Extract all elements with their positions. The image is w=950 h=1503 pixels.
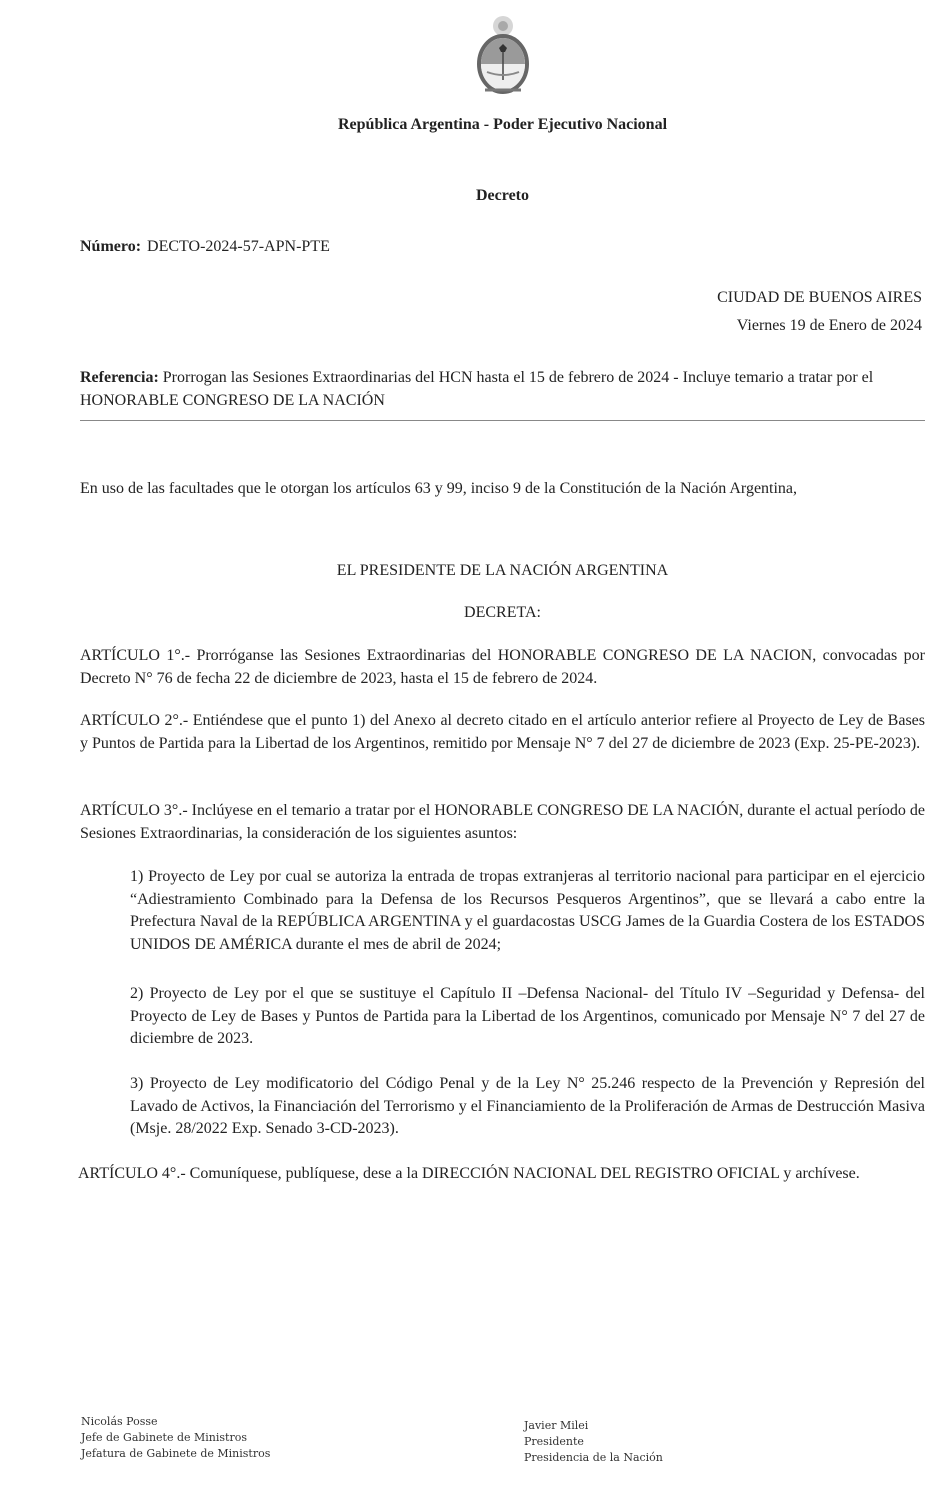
article-4: ARTÍCULO 4°.- Comuníquese, publíquese, dese a la DIRECCIÓN NACIONAL DEL REGISTRO OFICIAL y archívese. xyxy=(78,1165,860,1182)
signature-block-president xyxy=(524,1418,663,1466)
article-3: ARTÍCULO 3°.- Inclúyese en el temario a tratar por el HONORABLE CONGRESO DE LA NACIÓN, durante el actual período de Sesiones Extraordinarias, la consideración de los siguientes asuntos: xyxy=(80,802,925,842)
reference-text: Prorrogan las Sesiones Extraordinarias del HCN hasta el 15 de febrero de 2024 - Incluye temario a tratar por el HONORABLE CONGRESO DE LA NACIÓN xyxy=(80,369,874,409)
agenda-item-2: 2) Proyecto de Ley por el que se sustituye el Capítulo II –Defensa Nacional- del Título IV –Seguridad y Defensa- del Proyecto de Ley de Bases y Puntos de Partida para la Libertad de los Argentinos, comunicado por Mensaje N° 7 del 27 de diciembre de 2023. xyxy=(130,985,925,1047)
article-1: ARTÍCULO 1°.- Prorróganse las Sesiones Extraordinarias del HONORABLE CONGRESO DE LA NACION, convocadas por Decreto N° 76 de fecha 22 de diciembre de 2023, hasta el 15 de febrero de 2024. xyxy=(80,647,925,687)
number-label: Número: xyxy=(80,238,142,255)
signer-role: Presidente xyxy=(524,1435,584,1448)
signer-name: Javier Milei xyxy=(524,1419,589,1432)
agenda-item-1: 1) Proyecto de Ley por cual se autoriza la entrada de tropas extranjeras al territorio nacional para participar en el ejercicio “Adiestramiento Combinado para la Defensa de los Recursos Pesqueros Argentinos”, que se llevará a cabo entre la Prefectura Naval de la REPÚBLICA ARGENTINA y el guardacostas USCG James de la Guardia Costera de los ESTADOS UNIDOS DE AMÉRICA durante el mes de abril de 2024; xyxy=(130,868,925,953)
date: Viernes 19 de Enero de 2024 xyxy=(736,317,922,334)
reference xyxy=(80,366,925,412)
signer-role: Jefe de Gabinete de Ministros xyxy=(81,1431,247,1444)
divider xyxy=(80,420,925,421)
coat-of-arms-icon xyxy=(471,12,535,98)
decreta-heading: DECRETA: xyxy=(464,604,541,621)
article-2: ARTÍCULO 2°.- Entiéndese que el punto 1) del Anexo al decreto citado en el artículo anterior refiere al Proyecto de Ley de Bases y Puntos de Partida para la Libertad de los Argentinos, remitido por Mensaje N° 7 del 27 de diciembre de 2023 (Exp. 25-PE-2023). xyxy=(80,712,925,752)
agenda-item-3: 3) Proyecto de Ley modificatorio del Código Penal y de la Ley N° 25.246 respecto de la Prevención y Represión del Lavado de Activos, la Financiación del Terrorismo y el Financiamiento de la Proliferación de Armas de Destrucción Masiva (Msje. 28/2022 Exp. Senado 3-CD-2023). xyxy=(130,1075,925,1137)
signer-name: Nicolás Posse xyxy=(81,1415,158,1428)
reference-label: Referencia: xyxy=(80,369,159,386)
city: CIUDAD DE BUENOS AIRES xyxy=(717,289,922,306)
signer-office: Jefatura de Gabinete de Ministros xyxy=(81,1447,271,1460)
document-type: Decreto xyxy=(476,187,529,204)
signer-office: Presidencia de la Nación xyxy=(524,1451,663,1464)
number-value: DECTO-2024-57-APN-PTE xyxy=(147,238,330,255)
signature-block-chief-of-cabinet xyxy=(81,1414,270,1462)
issuer-title: República Argentina - Poder Ejecutivo Nacional xyxy=(337,116,668,133)
preamble: En uso de las facultades que le otorgan los artículos 63 y 99, inciso 9 de la Constitución de la Nación Argentina, xyxy=(80,480,798,497)
document-number xyxy=(80,238,330,256)
president-heading: EL PRESIDENTE DE LA NACIÓN ARGENTINA xyxy=(336,562,669,579)
